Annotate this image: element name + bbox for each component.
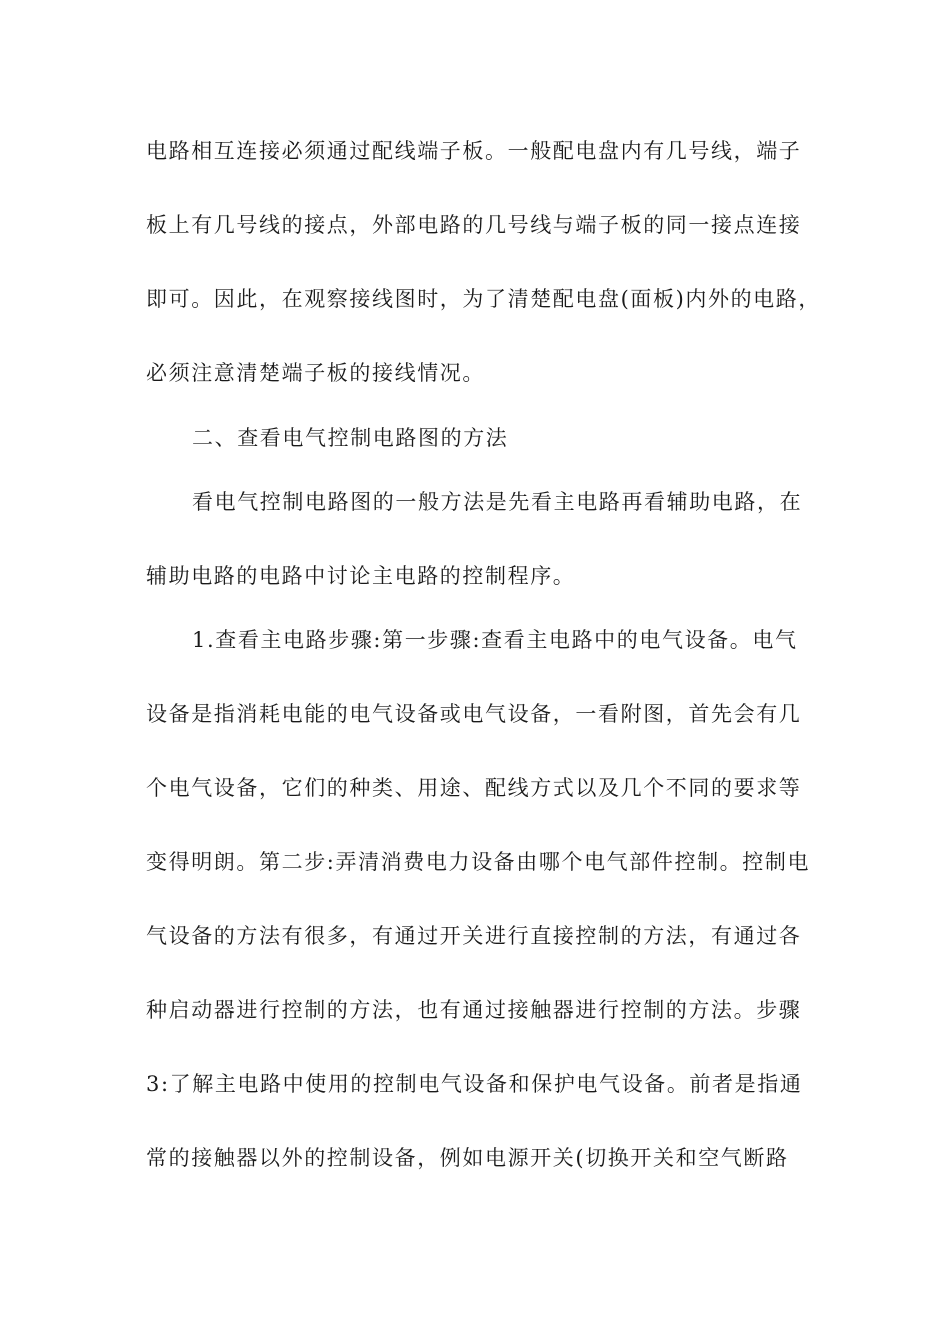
text-line: 电路相互连接必须通过配线端子板。一般配电盘内有几号线，端子 [146, 139, 802, 163]
text-line: 辅助电路的电路中讨论主电路的控制程序。 [146, 564, 576, 588]
text-line: 看电气控制电路图的一般方法是先看主电路再看辅助电路，在 [192, 490, 803, 514]
text-line: 必须注意清楚端子板的接线情况。 [146, 361, 485, 385]
text-line: 3:了解主电路中使用的控制电气设备和保护电气设备。前者是指通 [146, 1072, 803, 1096]
text-line: 气设备的方法有很多，有通过开关进行直接控制的方法，有通过各 [146, 924, 802, 948]
text-line: 1.查看主电路步骤:第一步骤:查看主电路中的电气设备。电气 [192, 628, 798, 652]
section-heading: 二、查看电气控制电路图的方法 [192, 426, 509, 450]
text-line: 常的接触器以外的控制设备，例如电源开关(切换开关和空气断路 [146, 1146, 789, 1170]
text-line: 种启动器进行控制的方法，也有通过接触器进行控制的方法。步骤 [146, 998, 802, 1022]
text-line: 即可。因此，在观察接线图时，为了清楚配电盘(面板)内外的电路， [146, 287, 821, 311]
text-line: 个电气设备，它们的种类、用途、配线方式以及几个不同的要求等 [146, 776, 802, 800]
text-line: 变得明朗。第二步:弄清消费电力设备由哪个电气部件控制。控制电 [146, 850, 811, 874]
text-line: 设备是指消耗电能的电气设备或电气设备，一看附图，首先会有几 [146, 702, 802, 726]
text-line: 板上有几号线的接点，外部电路的几号线与端子板的同一接点连接 [146, 213, 802, 237]
